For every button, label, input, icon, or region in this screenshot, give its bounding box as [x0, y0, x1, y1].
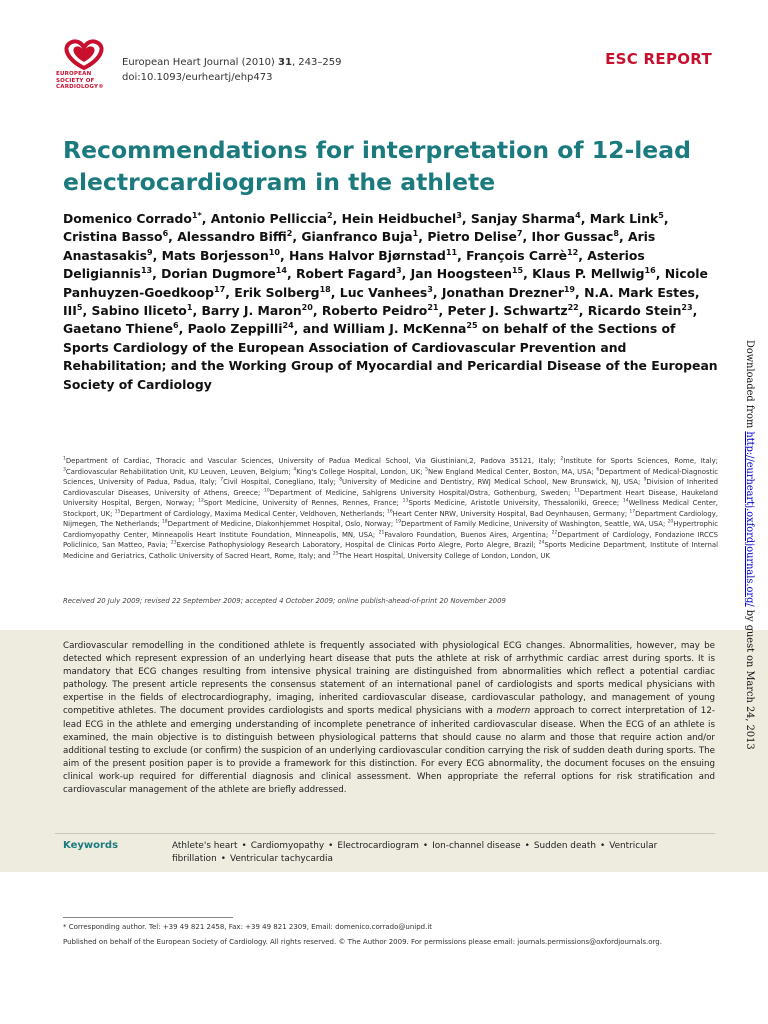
author-name: Jonathan Drezner: [441, 284, 564, 300]
affiliation-text: Department of Cardiac, Thoracic and Vascular Sciences, University of Padua Medical School, Via Giustiniani,2, Padova 35121, Italy;: [65, 457, 561, 465]
author-separator: ,: [575, 284, 585, 300]
affiliation-text: Department of Medicine, Sahlgrens University Hospital/Ostra, Gothenburg, Sweden;: [269, 488, 575, 497]
affiliation-number: 20: [667, 519, 674, 525]
affiliation-number: 12: [198, 498, 204, 504]
author-affiliation-marker: 21: [427, 302, 439, 312]
article-title: Recommendations for interpretation of 12-lead electrocardiogram in the athlete: [63, 136, 691, 196]
download-note: [744, 340, 755, 750]
author-separator: ,: [432, 284, 442, 300]
keywords-list: [172, 840, 717, 866]
affiliation-number: 19: [395, 519, 402, 525]
author-affiliation-marker: 12: [567, 247, 579, 257]
keywords-label: Keywords: [63, 840, 119, 851]
affiliation-number: 6: [596, 467, 600, 473]
authors: [63, 211, 708, 336]
author-affiliation-marker: 7: [516, 229, 523, 239]
author-separator: ,: [332, 211, 342, 226]
journal-citation: [122, 55, 341, 85]
author-name: Nicole Panhuyzen-Goedkoop: [63, 266, 708, 300]
author-name: Peter J. Schwartz: [447, 303, 568, 319]
author-separator: ,: [401, 266, 411, 282]
author-affiliation-marker: 23: [681, 302, 693, 312]
author-affiliation-marker: 6: [173, 321, 179, 331]
author-name: Alessandro Biffi: [177, 229, 287, 245]
author-affiliation-marker: 1: [186, 302, 193, 312]
affiliation-number: 2: [560, 456, 564, 462]
affiliation-text: King's College Hospital, London, UK;: [296, 467, 426, 476]
author-separator: ,: [178, 321, 188, 337]
keyword: Cardiomyopathy: [250, 841, 325, 851]
author-separator: ,: [330, 284, 340, 300]
abstract-part1: Cardiovascular remodelling in the conditioned athlete is frequently associated with physiological ECG changes. Abnormalities, however, may be detected which represent expression of an underlying heart disease that puts the athlete at risk of arrhythmic cardiac arrest during sports. It is mandatory that ECG changes resulting from intensive physical training are distinguished from abnormalities which reflect a potential cardiac pathology. The present article represents the consensus statement of an international panel of cardiologists and sports medical physicians with expertise in the fields of electrocardiography, imaging, inherited cardiovascular disease, cardiovascular pathology, and management of young competitive athletes. The document provides cardiologists and sports medical physicians with a: [63, 641, 715, 717]
affiliation-number: 25: [332, 551, 339, 557]
affiliation-text: Cardiovascular Rehabilitation Unit, KU Leuven, Leuven, Belgium;: [65, 467, 294, 476]
author-name: Ricardo Stein: [587, 303, 682, 319]
affiliation-text: Sport Medicine, University of Rennes, Rennes, France;: [203, 499, 403, 507]
received-dates: Received 20 July 2009; revised 22 September 2009; accepted 4 October 2009; online publish-ahead-of-print 20 November 2009: [63, 597, 506, 605]
author-name: Mark Link: [589, 211, 659, 226]
abstract-part2: approach to correct interpretation of 12-lead ECG in the athlete and emerging understanding of incomplete penetrance of inherited cardiovascular disease. When the ECG of an athlete is examined, the main objective is to distinguish between physiological patterns that should cause no alarm and those that require action and/or additional testing to exclude (or confirm) the suspicion of an underlying cardiovascular condition carrying the risk of sudden death during sports. The aim of the present position paper is to provide a framework for this distinction. For every ECG abnormality, the document focuses on the ensuing clinical work-up required for differential diagnosis and clinical assessment. When appropriate the referral options for risk stratification and cardiovascular management of the athlete are briefly addressed.: [63, 706, 715, 796]
author-separator: ,: [286, 266, 296, 282]
affiliation-text: Institute for Sports Sciences, Rome, Italy;: [563, 457, 718, 465]
affiliation-text: Department Heart Disease, Haukeland University Hospital, Bergen, Norway;: [63, 488, 719, 507]
affiliation-text: Heart Center NRW, University Hospital, Bad Oeynhausen, Germany;: [392, 509, 630, 518]
affiliation-number: 18: [161, 519, 168, 525]
author-affiliation-marker: 5: [76, 302, 83, 312]
author-name: Jan Hoogsteen: [410, 266, 512, 282]
affiliation-text: Department of Cardiology, Maxima Medical Center, Veldhoven, Netherlands;: [120, 509, 387, 518]
affiliation-number: 1: [63, 456, 66, 462]
affiliation-number: 5: [425, 467, 428, 473]
affiliation-text: Exercise Pathophysiology Research Laboratory, Hospital de Clinicas Porto Alegre, Porto Alegre, Brazil;: [176, 541, 539, 549]
author-name: Aris Anastasakis: [63, 229, 656, 263]
author-name: Hans Halvor Bjørnstad: [289, 247, 446, 263]
author-name: Robert Fagard: [295, 266, 396, 282]
author-affiliation-marker: 18: [319, 284, 331, 294]
esc-logo-text: EUROPEAN SOCIETY OF CARDIOLOGY®: [56, 71, 104, 91]
author-affiliation-marker: 11: [445, 247, 458, 257]
author-affiliation-marker: 2: [286, 229, 293, 239]
author-name: Erik Solberg: [234, 284, 320, 300]
affiliation-text: The Heart Hospital, University College of London, London, UK: [338, 551, 550, 560]
download-link[interactable]: http://eurheartj.oxfordjournals.org/: [744, 431, 755, 607]
affiliation-text: Sports Medicine, Aristotle University, Thessaloniki, Greece;: [408, 499, 623, 507]
author-name: Hein Heidbuchel: [341, 211, 457, 226]
keyword: Athlete's heart: [172, 841, 238, 851]
affiliation-number: 21: [378, 530, 385, 536]
author-separator: ,: [578, 247, 588, 263]
author-name: Antonio Pelliccia: [210, 211, 328, 226]
affiliation-text: Department of Family Medicine, University of Washington, Seattle, WA, USA;: [401, 520, 668, 528]
author-name: Mats Borjesson: [161, 247, 269, 263]
author-name: Ihor Gussac: [531, 229, 614, 245]
author-separator: ,: [523, 266, 533, 282]
affiliation-number: 23: [170, 540, 177, 546]
affiliation-text: Civil Hospital, Conegliano, Italy;: [223, 478, 340, 486]
author-separator: ,: [663, 211, 669, 226]
affiliation-number: 14: [622, 498, 629, 504]
affiliation-number: 9: [643, 477, 647, 483]
author-separator: ,: [522, 229, 532, 245]
author-name: Sabino Iliceto: [91, 303, 187, 319]
affiliation-text: Division of Inherited Cardiovascular Diseases, University of Athens, Greece;: [63, 478, 718, 497]
affiliation-text: Sports Medicine Department, Institute of Internal Medicine and Geriatrics, Catholic University of Sacred Heart, Rome, Italy; and: [63, 541, 718, 560]
download-prefix: Downloaded from: [744, 340, 755, 432]
affiliation-number: 16: [386, 509, 393, 515]
author-name: N.A. Mark Estes, III: [63, 284, 700, 319]
author-separator: ,: [655, 266, 665, 282]
journal-volume: 31: [278, 57, 292, 68]
affiliation-number: 13: [402, 498, 409, 504]
author-affiliation-marker: 24: [282, 321, 294, 331]
author-separator: ,: [82, 303, 92, 319]
keyword-bullet: •: [328, 841, 334, 851]
affiliation-number: 7: [220, 477, 224, 483]
author-separator: ,: [201, 211, 211, 226]
author-name: Sanjay Sharma: [470, 211, 576, 226]
author-affiliation-marker: 16: [644, 266, 656, 276]
journal-name: European Heart Journal (2010): [122, 57, 279, 68]
author-separator: ,: [461, 211, 471, 226]
author-name: Pietro Delise: [427, 229, 517, 245]
keyword-bullet: •: [220, 854, 226, 864]
keyword: Electrocardiogram: [337, 841, 419, 851]
affiliation-number: 11: [574, 488, 580, 494]
doi: doi:10.1093/eurheartj/ehp473: [122, 72, 273, 83]
affiliation-number: 8: [339, 477, 343, 483]
keyword-bullet: •: [422, 841, 429, 851]
affiliations: [63, 456, 718, 561]
affiliation-text: Department of Medicine, Diakonhjemmet Hospital, Oslo, Norway;: [167, 520, 396, 528]
affiliation-text: Favaloro Foundation, Buenos Aires, Argentina;: [384, 530, 552, 539]
author-affiliation-marker: 6: [162, 229, 169, 239]
author-affiliation-marker: 17: [214, 284, 226, 294]
affiliation-number: 10: [264, 488, 270, 494]
author-affiliation-marker: 9: [147, 247, 153, 257]
author-affiliation-marker: 1*: [191, 210, 202, 220]
author-separator: ,: [457, 247, 467, 263]
keyword-bullet: •: [241, 841, 247, 851]
author-affiliation-marker: 3: [427, 284, 433, 294]
abstract: [63, 640, 715, 797]
corresponding-author-note: * Corresponding author. Tel: +39 49 821 2458, Fax: +39 49 821 2309, Email: domenico.corrado@unipd.it: [63, 923, 433, 931]
affiliation-text: University of Medicine and Dentistry, RWJ Medical School, New Brunswick, NJ, USA;: [342, 478, 644, 486]
author-name: Gaetano Thiene: [63, 321, 174, 337]
author-affiliation-marker: 2: [327, 210, 333, 220]
author-affiliation-marker: 13: [140, 266, 153, 276]
author-name: Roberto Peidro: [321, 303, 428, 319]
affiliation-text: Department of Medical-Diagnostic Sciences, University of Padua, Padua, Italy;: [63, 467, 718, 486]
author-affiliation-marker: 4: [575, 210, 581, 220]
author-affiliation-marker: 20: [301, 302, 313, 312]
author-name: Luc Vanhees: [339, 284, 428, 300]
section-label: ESC REPORT: [605, 50, 712, 68]
author-affiliation-marker: 19: [563, 284, 576, 294]
affiliation-text: New England Medical Center, Boston, MA, USA;: [427, 467, 597, 476]
author-name: Barry J. Maron: [201, 303, 302, 319]
author-separator: ,: [418, 229, 428, 245]
author-separator: ,: [292, 229, 302, 245]
download-suffix: by guest on March 24, 2013: [744, 606, 755, 750]
author-name: William J. McKenna: [333, 321, 467, 337]
author-separator: ,: [618, 229, 628, 245]
affiliation-number: 15: [114, 509, 121, 515]
author-name: Gianfranco Buja: [301, 229, 413, 245]
author-affiliation-marker: 5: [658, 210, 664, 220]
author-affiliation-marker: 15: [511, 266, 524, 276]
publisher-note: Published on behalf of the European Society of Cardiology. All rights reserved. © The Author 2009. For permissions please email: journals.permissions@oxfordjournals.org.: [63, 938, 662, 946]
author-separator: ,: [692, 303, 698, 319]
on-behalf-text: on behalf of the Sections of Sports Cardiology of the European Association of Cardiovascular Prevention and Rehabilitation; and the Working Group of Myocardial and Pericardial Disease of the European Society of Cardiology: [63, 321, 718, 392]
author-separator: , and: [293, 321, 334, 337]
author-name: Paolo Zeppilli: [187, 321, 283, 337]
author-name: Cristina Basso: [63, 229, 163, 245]
author-affiliation-marker: 8: [613, 229, 619, 239]
author-affiliation-marker: 3: [395, 266, 402, 276]
abstract-emphasis: modern: [496, 706, 531, 717]
author-separator: ,: [578, 303, 588, 319]
keyword-bullet: •: [524, 841, 530, 851]
author-separator: ,: [192, 303, 202, 319]
author-name: François Carrè: [466, 247, 567, 263]
author-name: Dorian Dugmore: [161, 266, 276, 282]
author-name: Asterios Deligiannis: [63, 247, 645, 282]
keyword: Ventricular tachycardia: [229, 854, 333, 864]
author-name: Klaus P. Mellwig: [532, 266, 645, 282]
keyword-bullet: •: [599, 841, 606, 851]
author-affiliation-marker: 10: [268, 247, 280, 257]
affiliation-text: Department Cardiology, Nijmegen, The Netherlands;: [63, 509, 719, 528]
affiliation-text: Wellness Medical Center, Stockport, UK;: [63, 499, 718, 518]
author-affiliation-marker: 14: [275, 266, 287, 276]
author-affiliation-marker: 3: [456, 210, 462, 220]
affiliation-number: 24: [538, 540, 545, 546]
author-separator: ,: [580, 211, 590, 226]
author-affiliation-marker: 1: [412, 229, 419, 239]
keyword: Sudden death: [533, 841, 596, 851]
affiliation-text: Hypertrophic Cardiomyopathy Center, Minneapolis Heart Institute Foundation, Minneapolis, MN, USA;: [63, 520, 718, 539]
author-separator: ,: [152, 266, 162, 282]
author-separator: ,: [438, 303, 448, 319]
author-separator: ,: [168, 229, 178, 245]
affiliation-number: 3: [63, 467, 66, 473]
author-list: [63, 210, 718, 394]
author-separator: ,: [312, 303, 322, 319]
affiliation-text: Department of Cardiology, Fondazione IRCCS Policlinico, San Matteo, Pavia;: [63, 530, 718, 549]
keyword: Ventricular fibrillation: [172, 841, 658, 864]
affiliation-number: 22: [551, 530, 558, 536]
keywords-divider: [55, 833, 715, 834]
author-affiliation-marker: 25: [466, 321, 478, 331]
footnote-divider: [63, 917, 233, 918]
author-separator: ,: [225, 284, 235, 300]
author-separator: ,: [152, 247, 162, 263]
keyword: Ion-channel disease: [432, 841, 521, 851]
author-affiliation-marker: 22: [567, 302, 579, 312]
journal-pages: , 243–259: [291, 57, 342, 68]
affiliation-number: 17: [629, 509, 636, 515]
author-separator: ,: [279, 247, 290, 263]
author-name: Domenico Corrado: [63, 211, 192, 226]
affiliation-number: 4: [293, 467, 297, 473]
